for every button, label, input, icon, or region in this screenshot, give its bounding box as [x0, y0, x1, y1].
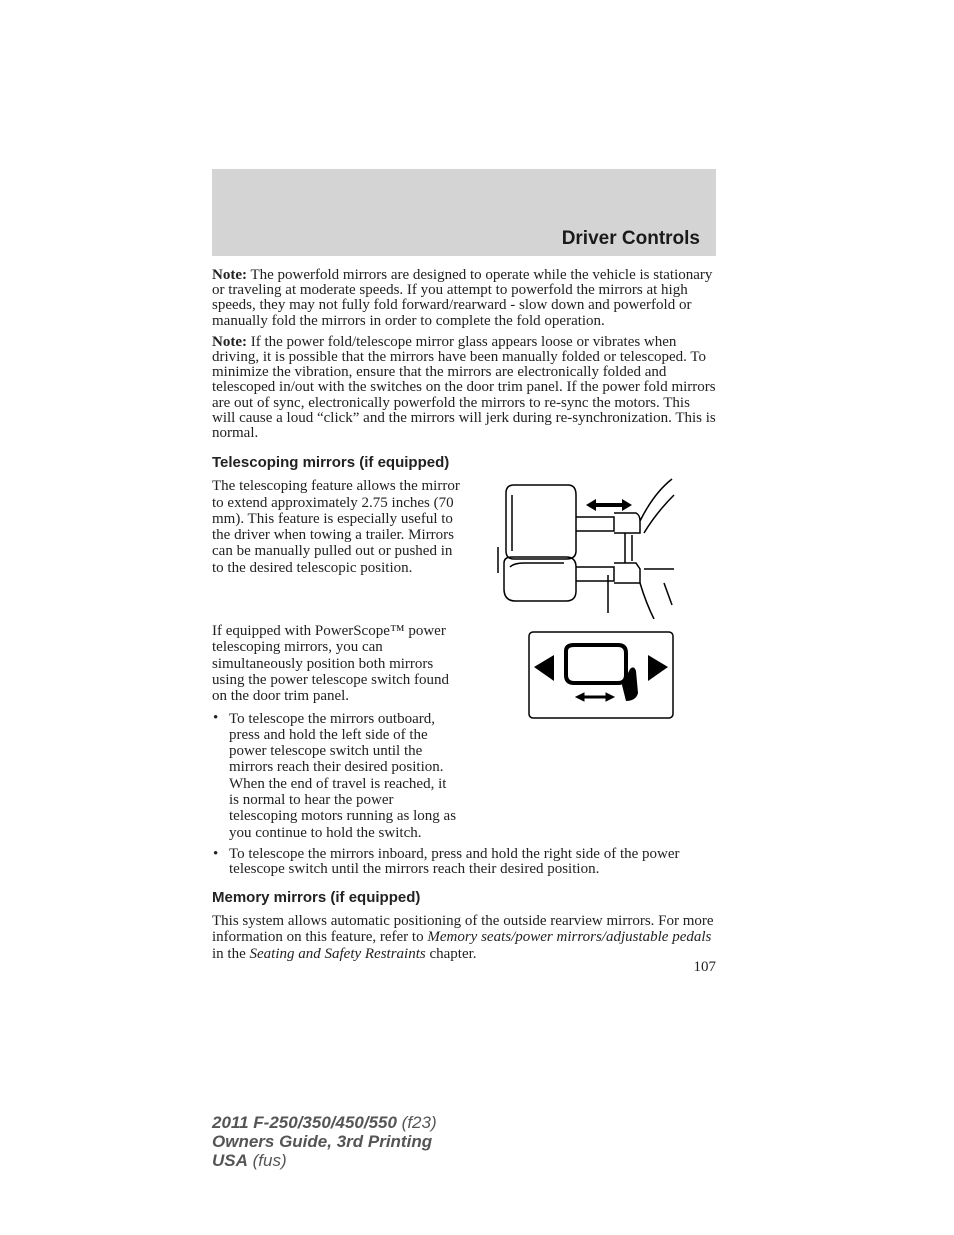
footer-line-2: Owners Guide, 3rd Printing	[212, 1132, 433, 1151]
telescoping-heading: Telescoping mirrors (if equipped)	[212, 454, 450, 472]
powerscope-block	[212, 623, 716, 704]
powerscope-text: If equipped with PowerScope™ power telescoping mirrors, you can simultaneously position both mirrors using the power telescope switch found on the door trim panel.	[212, 623, 450, 705]
note-label: Note:	[212, 333, 247, 350]
footer	[212, 1113, 437, 1170]
footer-market: USA	[212, 1151, 248, 1170]
memory-heading: Memory mirrors (if equipped)	[212, 888, 421, 906]
telescoping-intro: The telescoping feature allows the mirror to extend approximately 2.75 inches (70 mm). This feature is especially useful to the driver when towing a trailer. Mirrors can be manually pulled out or pushed in to the desired telescopic position.	[212, 478, 460, 576]
bullet-text-wrap: To telescope the mirrors outboard, press and hold the left side of the power telescope switch until the mirrors reach their desired position. When the end of travel is reached, it is normal to hear the power telescoping motors running as long as you continue to hold the switch.	[229, 710, 457, 841]
memory-text-3: chapter.	[425, 945, 477, 962]
section-title: Driver Controls	[561, 228, 700, 249]
note-text: If the power fold/telescope mirror glass appears loose or vibrates when driving, it is possible that the mirrors have been manually folded or telescoped. To minimize the vibration, ensure that the mirrors are electronically folded and telescoped in/out with the switches on the door trim panel. If the power fold mirrors are out of sync, electronically powerfold the mirrors to re-sync the motors. This will cause a loud “click” and the mirrors will jerk during re-synchronization. This is normal.	[212, 333, 716, 442]
footer-line-1	[212, 1113, 437, 1132]
memory-ref-seats: Memory seats/power mirrors/adjustable pedals	[427, 929, 712, 946]
power-telescope-switch-illustration	[528, 631, 674, 719]
header-band	[212, 169, 716, 256]
note-text: The powerfold mirrors are designed to operate while the vehicle is stationary or traveling at moderate speeds. If you attempt to powerfold the mirrors at high speeds, they may not fully fold forward/rearward - slow down and powerfold or manually fold the mirrors in order to complete the fold operation.	[212, 267, 713, 329]
telescope-instructions-list	[212, 711, 716, 877]
footer-model: 2011 F-250/350/450/550	[212, 1113, 397, 1132]
note-vibration	[212, 335, 716, 441]
telescoping-mirror-illustration	[494, 473, 676, 619]
telescoping-intro-block	[212, 478, 716, 576]
note-label: Note:	[212, 267, 247, 283]
footer-line-3	[212, 1151, 437, 1170]
bullet-glyph: •	[213, 845, 219, 862]
list-item	[212, 711, 716, 841]
list-item	[212, 847, 716, 877]
bullet-glyph: •	[213, 709, 219, 726]
page-number: 107	[693, 959, 716, 975]
note-powerfold	[212, 268, 716, 329]
memory-text-1: This system allows automatic positioning of the outside rearview mirrors. For more information on this feature, refer to	[212, 912, 714, 946]
memory-text-2: in the	[212, 945, 250, 962]
bullet-text	[229, 710, 457, 841]
memory-ref-safety: Seating and Safety Restraints	[249, 945, 426, 962]
footer-code: (f23)	[396, 1113, 437, 1132]
bullet-text: To telescope the mirrors inboard, press and hold the right side of the power telescope switch until the mirrors reach their desired position.	[229, 845, 680, 877]
memory-text	[212, 913, 716, 963]
page-content	[212, 268, 716, 968]
footer-market-code: (fus)	[247, 1151, 287, 1170]
